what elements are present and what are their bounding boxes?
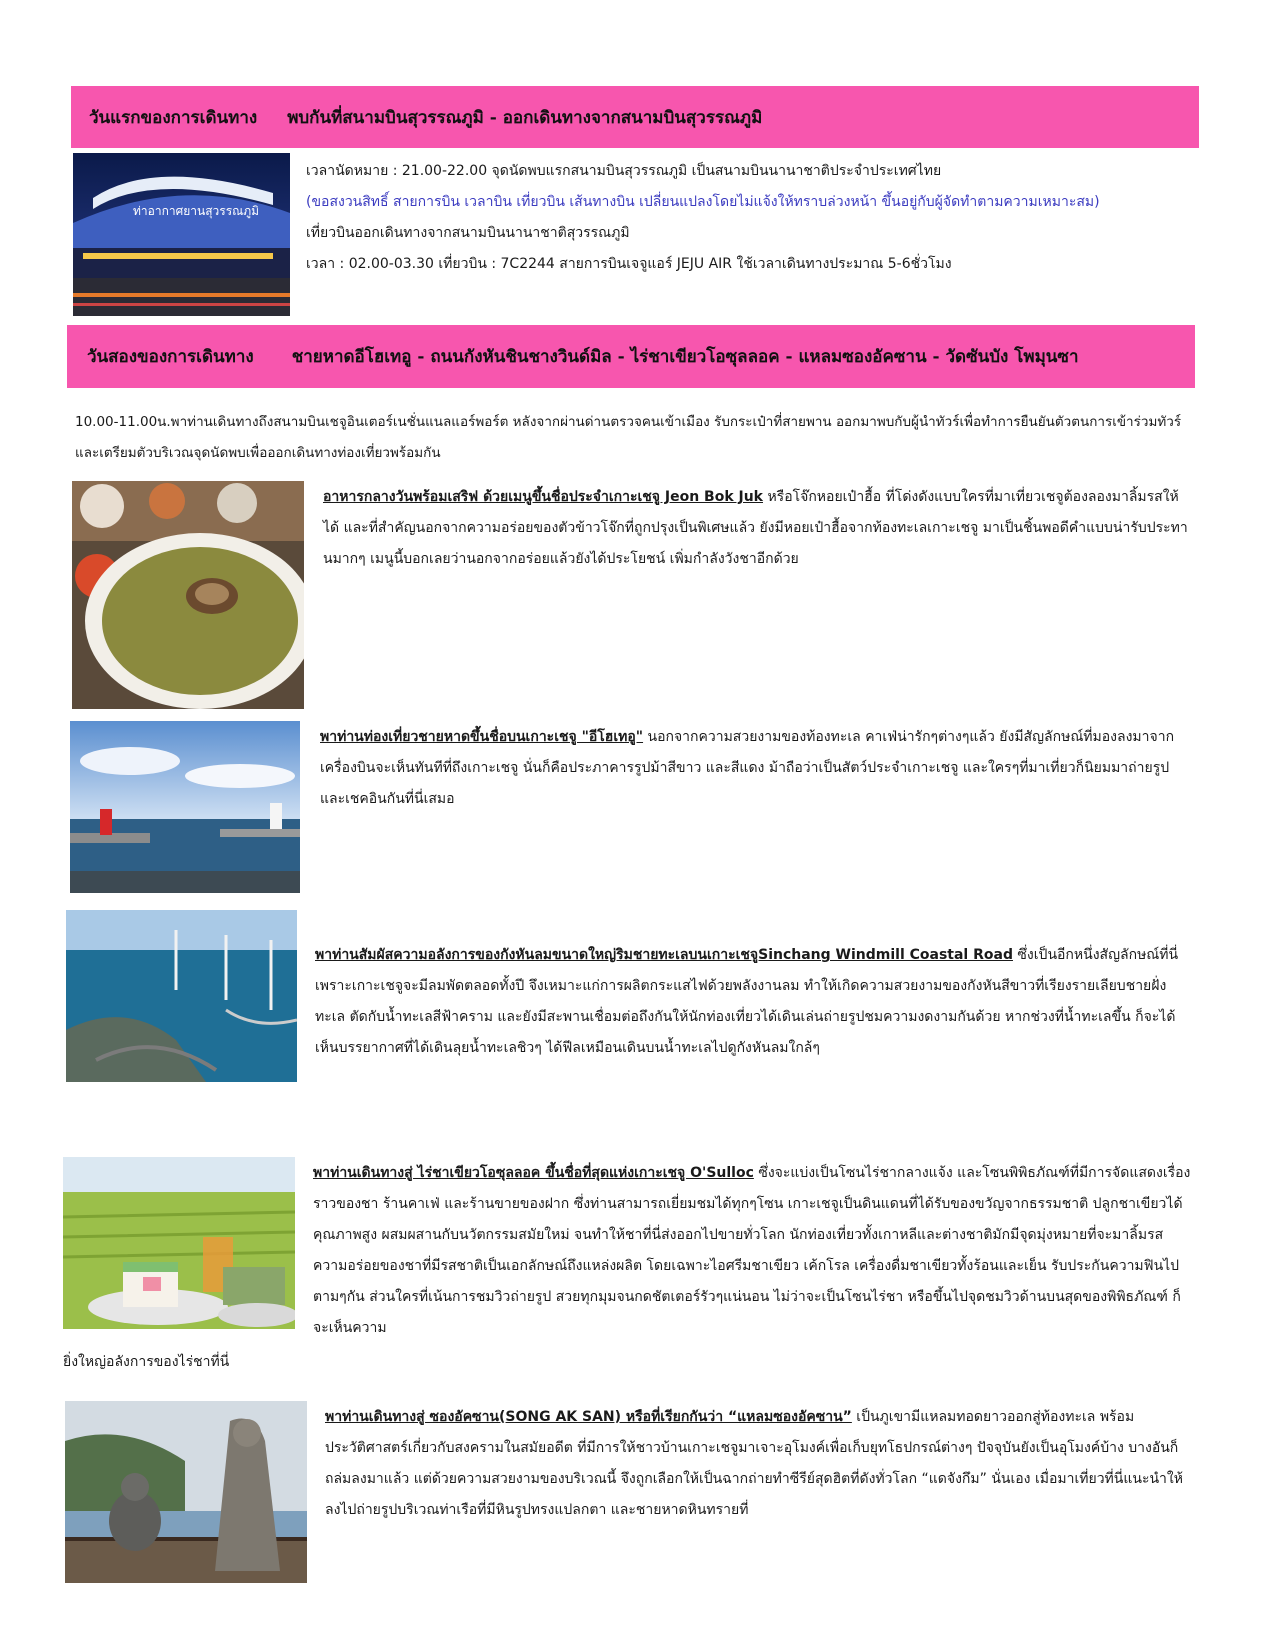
abalone-porridge-photo <box>72 481 304 709</box>
osulloc-tea-photo <box>63 1157 295 1329</box>
day2-label: วันสองของการเดินทาง <box>87 347 254 367</box>
day2-route: ชายหาดอีโฮเทอู - ถนนกังหันชินชางวินด์มิล - ไร่ชาเขียวโอซุลลอค - แหลมซองอัคซาน - วัดซันบัง โพมุนซา <box>291 347 1079 367</box>
day1-details <box>306 156 1186 280</box>
day2-intro: 10.00-11.00น.พาท่านเดินทางถึงสนามบินเชจูอินเตอร์เนชั่นแนลแอร์พอร์ต หลังจากผ่านด่านตรวจคนเข้าเมือง รับกระเป๋าที่สายพาน ออกมาพบกับผู้นำทัวร์เพื่อทำการยืนยันตัวตนการเข้าร่วมทัวร์ และเตรียมตัวบริเวณจุดนัดพบเพื่อออกเดินทางท่องเที่ยวพร้อมกัน <box>75 414 1182 461</box>
iho-beach-photo <box>70 721 300 893</box>
windmill-road-photo <box>66 910 297 1082</box>
item-2-headline: พาท่านท่องเที่ยวชายหาดขึ้นชื่อบนเกาะเชจู "อีโฮเทอู" <box>320 729 644 745</box>
day1-meet: เวลานัดหมาย : 21.00-22.00 จุดนัดพบแรกสนามบินสุวรรณภูมิ เป็นสนามบินนานาชาติประจำประเทศไทย <box>306 163 942 179</box>
day1-label: วันแรกของการเดินทาง <box>89 107 258 128</box>
item-3-headline: พาท่านสัมผัสความอลังการของกังหันลมขนาดใหญ่ริมชายทะเลบนเกาะเชจูSinchang Windmill Coastal Road <box>315 947 1013 963</box>
item-1-body: หรือโจ๊กหอยเป๋าฮื้อ ที่โด่งดังแบบใครที่มาเที่ยวเชจูต้องลองมาลิ้มรสให้ได้ และที่สำคัญนอกจากความอร่อยของตัวข้าวโจ๊กที่ถูกปรุงเป็นพิเศษแล้ว ยังมีหอยเป๋าฮื้อจากท้องทะเลเกาะเชจู มาเป็นชิ้นพอดีคำแบบน่ารับประทานมากๆ เมนูนี้บอกเลยว่านอกจากอร่อยแล้วยังได้ประโยชน์ เพิ่มกำลังวังชาอีกด้วย <box>323 489 1188 567</box>
airport-photo <box>73 153 290 316</box>
item-3-text <box>315 940 1195 1064</box>
day1-notice: (ขอสงวนสิทธิ์ สายการบิน เวลาบิน เที่ยวบิน เส้นทางบิน เปลี่ยนแปลงโดยไม่แจ้งให้ทราบล่วงหน้า ขึ้นอยู่กับผู้จัดทำตามความเหมาะสม) <box>306 194 1100 210</box>
item-5-body: เป็นภูเขามีแหลมทอดยาวออกสู่ท้องทะเล พร้อมประวัติศาสตร์เกี่ยวกับสงครามในสมัยอดีต ที่มีการให้ชาวบ้านเกาะเชจูมาเจาะอุโมงค์เพื่อเก็บยุทโธปกรณ์ต่างๆ ปัจจุบันยังเป็นอุโมงค์บ้าง บางอันก็ถล่มลงมาแล้ว แต่ด้วยความสวยงามของบริเวณนี้ จึงถูกเลือกให้เป็นฉากถ่ายทำซีรีย์สุดฮิตที่ดังทั่วโลก “แดจังกึม” นั่นเอง เมื่อมาเที่ยวที่นี่แนะนำให้ลงไปถ่ายรูปบริเวณท่าเรือที่มีหินรูปทรงแปลกตา และชายหาดหินทรายที่ <box>325 1409 1183 1518</box>
day1-route: พบกันที่สนามบินสุวรรณภูมิ - ออกเดินทางจากสนามบินสุวรรณภูมิ <box>287 107 763 128</box>
item-3-body: ซึ่งเป็นอีกหนึ่งสัญลักษณ์ที่นี่ เพราะเกาะเชจูจะมีลมพัดตลอดทั้งปี จึงเหมาะแก่การผลิตกระแสไฟด้วยพลังงานลม ทำให้เกิดความสวยงามของกังหันสีขาวที่เรียงรายเลียบชายฝั่งทะเล ตัดกับน้ำทะเลสีฟ้าคราม และยังมีสะพานเชื่อมต่อถึงกันให้นักท่องเที่ยวได้เดินเล่นถ่ายรูปชมความงดงามกันด้วย หากช่วงที่น้ำทะเลขึ้น ก็จะได้เห็นบรรยากาศที่ได้เดินลุยน้ำทะเลชิวๆ ได้ฟีลเหมือนเดินบนน้ำทะเลไปดูกังหันลมใกล้ๆ <box>315 947 1179 1056</box>
day1-banner <box>71 86 1199 148</box>
item-1-text <box>323 482 1193 575</box>
item-5-headline: พาท่านเดินทางสู่ ซองอัคซาน(SONG AK SAN) หรือที่เรียกกันว่า “แหลมซองอัคซาน” <box>325 1409 852 1425</box>
item-2-body: นอกจากความสวยงามของท้องทะเล คาเฟ่น่ารักๆต่างๆแล้ว ยังมีสัญลักษณ์ที่มองลงมาจากเครื่องบินจะเห็นทันทีที่ถึงเกาะเชจู นั่นก็คือประภาคารรูปม้าสีขาว และสีแดง ม้าถือว่าเป็นสัตว์ประจำเกาะเชจู และใครๆที่มาเที่ยวก็นิยมมาถ่ายรูปและเชคอินกันที่นี่เสมอ <box>320 729 1175 807</box>
item-5-text <box>325 1402 1195 1526</box>
day2-banner <box>67 325 1195 388</box>
item-2-text <box>320 722 1180 815</box>
item-4-body: ซึ่งจะแบ่งเป็นโซนไร่ชากลางแจ้ง และโซนพิพิธภัณฑ์ที่มีการจัดแสดงเรื่องราวของชา ร้านคาเฟ่ และร้านขายของฝาก ซึ่งท่านสามารถเยี่ยมชมได้ทุกๆโซน เกาะเชจูเป็นดินแดนที่ได้รับของขวัญจากธรรมชาติ ปลูกชาเขียวได้คุณภาพสูง ผสมผสานกับนวัตกรรมสมัยใหม่ จนทำให้ชาที่นี่ส่งออกไปขายทั่วโลก นักท่องเที่ยวทั้งเกาหลีและต่างชาติมักมีจุดมุ่งหมายที่จะมาลิ้มรสความอร่อยของชาที่มีรสชาติเป็นเอกลักษณ์ถึงแหล่งผลิต โดยเฉพาะไอศรีมชาเขียว เค้กโรล เครื่องดื่มชาเขียวทั้งร้อนและเย็น รับประกันความฟินไปตามๆกัน ส่วนใครที่เน้นการชมวิวถ่ายรูป สวยทุกมุมจนกดชัตเตอร์รัวๆแน่นอน ไม่ว่าจะเป็นโซนไร่ชา หรือขึ้นไปจุดชมวิวด้านบนสุดของพิพิธภัณฑ์ ก็จะเห็นความ <box>313 1165 1191 1336</box>
airport-sign: ท่าอากาศยานสุวรรณภูมิ <box>133 204 260 218</box>
day1-flight: เวลา : 02.00-03.30 เที่ยวบิน : 7C2244 สายการบินเจจูแอร์ JEJU AIR ใช้เวลาเดินทางประมาณ 5-6ชั่วโมง <box>306 256 952 272</box>
songaksan-photo <box>65 1401 307 1583</box>
item-1-headline: อาหารกลางวันพร้อมเสริฟ ด้วยเมนูขึ้นชื่อประจำเกาะเชจู Jeon Bok Juk <box>323 489 763 505</box>
item-4-headline: พาท่านเดินทางสู่ ไร่ชาเขียวโอซุลลอค ขึ้นชื่อที่สุดแห่งเกาะเชจู O'Sulloc <box>313 1165 754 1181</box>
item-4-text <box>313 1158 1193 1344</box>
item-4-tail: ยิ่งใหญ่อลังการของไร่ชาที่นี่ <box>63 1354 230 1370</box>
day1-depart: เที่ยวบินออกเดินทางจากสนามบินนานาชาติสุวรรณภูมิ <box>306 225 630 241</box>
